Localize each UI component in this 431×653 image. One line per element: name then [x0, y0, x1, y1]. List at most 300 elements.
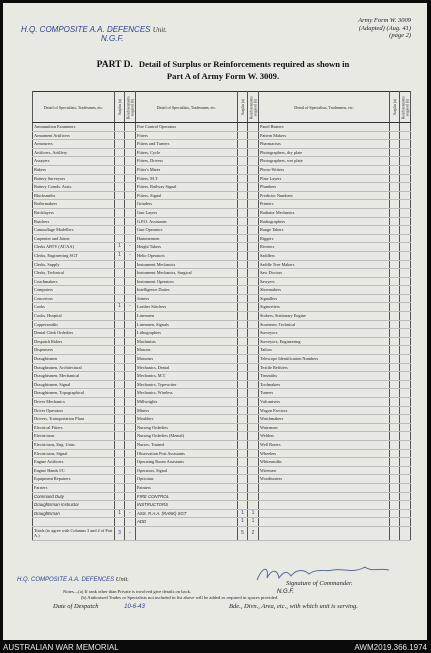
- footer-unit-handwritten: H.Q. COMPOSITE A.A. DEFENCES: [17, 577, 115, 583]
- reinforcement-cell: [125, 501, 136, 510]
- reinforcement-cell: [248, 294, 259, 303]
- surplus-cell: [115, 440, 125, 449]
- specialist-cell: Cooks: [33, 303, 115, 312]
- reinforcement-cell: [125, 123, 136, 132]
- reinforcement-cell: [400, 183, 411, 192]
- surplus-cell: [390, 483, 400, 492]
- reinforcement-cell: [125, 269, 136, 278]
- specialist-cell: Carpenter and Joiner: [33, 234, 115, 243]
- surplus-cell: [238, 294, 248, 303]
- table-row: [33, 415, 411, 424]
- surplus-cell: [115, 492, 125, 501]
- surplus-cell: 1: [115, 509, 125, 518]
- reinforcement-cell: [125, 131, 136, 140]
- table-row: [33, 492, 411, 501]
- specialist-cell: Wheelers: [259, 449, 390, 458]
- surplus-cell: [390, 303, 400, 312]
- specialist-cell: Camouflage Modellers: [33, 226, 115, 235]
- specialist-cell: Gun Layers: [136, 208, 238, 217]
- surplus-cell: [115, 294, 125, 303]
- surplus-cell: [115, 131, 125, 140]
- surplus-cell: [115, 200, 125, 209]
- reinforcement-cell: [400, 157, 411, 166]
- reinforcement-cell: [248, 277, 259, 286]
- surplus-cell: [238, 458, 248, 467]
- reinforcement-cell: [125, 208, 136, 217]
- reinforcement-cell: [400, 440, 411, 449]
- archive-caption-left: AUSTRALIAN WAR MEMORIAL: [3, 643, 119, 652]
- specialist-cell: Photographers, wet plate: [259, 157, 390, 166]
- specialist-cell: Masons: [136, 346, 238, 355]
- surplus-cell: [238, 260, 248, 269]
- reinforcement-cell: [125, 191, 136, 200]
- reinforcement-cell: [248, 466, 259, 475]
- reinforcement-cell: [248, 320, 259, 329]
- specialist-cell: Hammermen: [136, 234, 238, 243]
- reinforcement-cell: [400, 243, 411, 252]
- specialist-cell: Operators, Signal: [136, 466, 238, 475]
- specialist-cell: Instrument Mechanics: [136, 260, 238, 269]
- specialist-cell: Artificers, Artillery: [33, 148, 115, 157]
- specialist-cell: Moulders: [136, 415, 238, 424]
- reinforcement-cell: [125, 260, 136, 269]
- table-row: [33, 269, 411, 278]
- reinforcement-cell: [125, 363, 136, 372]
- surplus-cell: [238, 183, 248, 192]
- surplus-cell: [238, 406, 248, 415]
- specialist-cell: Watermen: [259, 423, 390, 432]
- reinforcement-cell: [248, 165, 259, 174]
- reinforcement-cell: [125, 312, 136, 321]
- table-row: [33, 208, 411, 217]
- reinforcement-cell: [400, 269, 411, 278]
- reinforcement-cell: [125, 329, 136, 338]
- signature-label: Signature of Commander.: [286, 580, 353, 587]
- reinforcement-cell: [400, 260, 411, 269]
- col-surplus-header: Surplus (a): [115, 92, 125, 123]
- specialist-cell: Woodturners: [259, 475, 390, 484]
- reinforcement-cell: [248, 355, 259, 364]
- specialist-cell: Command Duty: [33, 492, 115, 501]
- surplus-cell: [115, 518, 125, 527]
- form-ref-line3: (page 2): [389, 32, 411, 39]
- specialist-cell: Electrical Fitters: [33, 423, 115, 432]
- reinforcement-cell: [400, 123, 411, 132]
- table-row: [33, 286, 411, 295]
- reinforcement-cell: [125, 398, 136, 407]
- surplus-cell: [115, 174, 125, 183]
- totals-reinf-1: -: [125, 526, 136, 540]
- table-row: [33, 440, 411, 449]
- reinforcement-cell: [248, 157, 259, 166]
- specialist-cell: [259, 518, 390, 527]
- surplus-cell: [115, 380, 125, 389]
- surplus-cell: [115, 475, 125, 484]
- surplus-cell: [115, 389, 125, 398]
- reinforcement-cell: [400, 140, 411, 149]
- reinforcement-cell: [248, 329, 259, 338]
- specialist-cell: Riveters: [259, 243, 390, 252]
- specialist-cell: Coachmakers: [33, 277, 115, 286]
- specialist-cell: Boilermakers: [33, 200, 115, 209]
- surplus-cell: [238, 372, 248, 381]
- reinforcement-cell: [248, 337, 259, 346]
- specialist-cell: Fitters: [136, 131, 238, 140]
- reinforcement-cell: [248, 183, 259, 192]
- surplus-cell: [390, 123, 400, 132]
- specialist-cell: Joiners: [136, 294, 238, 303]
- reinforcement-cell: [400, 509, 411, 518]
- totals-blank: [259, 526, 390, 540]
- surplus-cell: [238, 217, 248, 226]
- specialist-cell: Engine Hands I/C: [33, 466, 115, 475]
- table-row: [33, 217, 411, 226]
- surplus-cell: [115, 140, 125, 149]
- specialist-cell: Telescope Identification Numbers: [259, 355, 390, 364]
- reinforcement-cell: [248, 243, 259, 252]
- surplus-cell: [238, 492, 248, 501]
- surplus-cell: [238, 466, 248, 475]
- table-row: [33, 165, 411, 174]
- specialist-cell: Fitters, Drivers: [136, 157, 238, 166]
- table-row: [33, 466, 411, 475]
- reinforcement-cell: [400, 208, 411, 217]
- reinforcement-cell: -: [125, 251, 136, 260]
- specialist-cell: Draughtsman Instructor: [33, 501, 115, 510]
- surplus-cell: [238, 140, 248, 149]
- specialist-cell: Assayers: [33, 157, 115, 166]
- specialist-cell: Well Borers: [259, 440, 390, 449]
- specialist-cell: Toolmakers: [259, 380, 390, 389]
- surplus-cell: [390, 355, 400, 364]
- specialist-cell: [259, 501, 390, 510]
- reinforcement-cell: [400, 398, 411, 407]
- surplus-cell: [115, 183, 125, 192]
- reinforcement-cell: [125, 389, 136, 398]
- surplus-cell: [390, 174, 400, 183]
- surplus-cell: [238, 277, 248, 286]
- surplus-cell: [115, 398, 125, 407]
- form-ref-line1: Army Form W. 3009: [358, 17, 411, 24]
- reinforcement-cell: [248, 372, 259, 381]
- specialist-cell: Armourers: [33, 140, 115, 149]
- specialist-cell: Fitter's Mates: [136, 165, 238, 174]
- surplus-cell: [115, 355, 125, 364]
- footer-unit-label: Unit.: [115, 576, 129, 583]
- table-row: [33, 251, 411, 260]
- table-row: [33, 200, 411, 209]
- surplus-cell: [390, 423, 400, 432]
- reinforcement-cell: [248, 346, 259, 355]
- specialist-cell: Nurses, Trained: [136, 440, 238, 449]
- reinforcement-cell: [400, 475, 411, 484]
- reinforcement-cell: [125, 440, 136, 449]
- table-row: [33, 509, 411, 518]
- specialist-cell: Machinists: [136, 337, 238, 346]
- surplus-cell: [115, 458, 125, 467]
- surplus-cell: [390, 269, 400, 278]
- surplus-cell: [115, 148, 125, 157]
- reinforcement-cell: -: [125, 303, 136, 312]
- surplus-cell: [390, 475, 400, 484]
- surplus-cell: [390, 131, 400, 140]
- surplus-cell: [390, 415, 400, 424]
- specialist-cell: Shoemakers: [259, 286, 390, 295]
- specialist-cell: Blacksmiths: [33, 191, 115, 200]
- surplus-cell: [115, 234, 125, 243]
- footer-unit: [17, 576, 129, 583]
- table-header: [33, 92, 411, 123]
- reinforcement-cell: [400, 165, 411, 174]
- reinforcement-cell: [400, 277, 411, 286]
- surplus-cell: [238, 303, 248, 312]
- reinforcement-cell: [125, 140, 136, 149]
- specialist-cell: Welders: [259, 432, 390, 441]
- col-reinf-header: Reinforcements required (b): [400, 92, 411, 123]
- specialist-cell: Surveyors: [259, 329, 390, 338]
- surplus-cell: [115, 217, 125, 226]
- reinforcement-cell: [400, 234, 411, 243]
- table-row: [33, 483, 411, 492]
- surplus-cell: [238, 329, 248, 338]
- form-reference: [358, 17, 411, 40]
- surplus-cell: [390, 389, 400, 398]
- reinforcement-cell: [248, 200, 259, 209]
- totals-reinf-2: 2: [248, 526, 259, 540]
- table-row: [33, 243, 411, 252]
- surplus-cell: [390, 518, 400, 527]
- specialist-cell: Sawyers: [259, 277, 390, 286]
- specialist-cell: Electricians, Eng. Units: [33, 440, 115, 449]
- table-row: [33, 277, 411, 286]
- specialist-cell: Draughtsmen, Signal: [33, 380, 115, 389]
- table-row: [33, 432, 411, 441]
- specialist-cell: Electricians, Signal: [33, 449, 115, 458]
- specialist-cell: Bakers: [33, 165, 115, 174]
- specialist-cell: Clerks, Technical: [33, 269, 115, 278]
- reinforcement-cell: [125, 492, 136, 501]
- surplus-cell: [390, 277, 400, 286]
- specialist-cell: Vulcanisers: [259, 398, 390, 407]
- surplus-cell: [115, 277, 125, 286]
- reinforcement-cell: [125, 406, 136, 415]
- specialist-cell: Photo-Writers: [259, 165, 390, 174]
- reinforcement-cell: [400, 501, 411, 510]
- note-a: Notes—(a) If rank other than Private is involved give details on back.: [63, 589, 192, 594]
- surplus-cell: [115, 329, 125, 338]
- specialist-cell: Electricians: [33, 432, 115, 441]
- specialist-cell: Observation Post Assistants: [136, 449, 238, 458]
- table-row: [33, 131, 411, 140]
- notes: [63, 589, 278, 601]
- despatch-field: [53, 603, 145, 610]
- specialist-cell: Saw Doctors: [259, 269, 390, 278]
- surplus-cell: [390, 140, 400, 149]
- reinforcement-cell: [248, 483, 259, 492]
- table-row: [33, 329, 411, 338]
- specialist-cell: Plate Layers: [259, 174, 390, 183]
- specialist-cell: ADD: [136, 518, 238, 527]
- specialist-cell: ASS. R.A.A. (RANK) SGT: [136, 509, 238, 518]
- surplus-cell: [390, 208, 400, 217]
- reinforcement-cell: [400, 389, 411, 398]
- surplus-cell: [390, 260, 400, 269]
- specialist-cell: Whitesmiths: [259, 458, 390, 467]
- reinforcement-cell: 1: [248, 518, 259, 527]
- specialist-cell: Driver Operators: [33, 406, 115, 415]
- surplus-cell: [390, 329, 400, 338]
- col-reinf-header: Reinforcements required (b): [248, 92, 259, 123]
- reinforcement-cell: [125, 466, 136, 475]
- surplus-cell: [238, 355, 248, 364]
- surplus-cell: [238, 208, 248, 217]
- specialist-cell: Mechanics, M.T.: [136, 372, 238, 381]
- surplus-cell: [238, 320, 248, 329]
- surplus-cell: [238, 131, 248, 140]
- specialist-cell: Range Takers: [259, 226, 390, 235]
- surplus-cell: 1: [238, 518, 248, 527]
- reinforcement-cell: [125, 458, 136, 467]
- reinforcement-cell: [400, 449, 411, 458]
- reinforcement-cell: [400, 372, 411, 381]
- reinforcement-cell: [400, 423, 411, 432]
- surplus-cell: [115, 415, 125, 424]
- col-reinf-header: Reinforcements required (b): [125, 92, 136, 123]
- surplus-cell: [390, 406, 400, 415]
- surplus-cell: [390, 320, 400, 329]
- surplus-cell: [390, 440, 400, 449]
- specialist-cell: Ammunition Examiners: [33, 123, 115, 132]
- reinforcement-cell: [125, 380, 136, 389]
- table-row: [33, 346, 411, 355]
- surplus-cell: [115, 501, 125, 510]
- specialist-cell: Wiremen: [259, 466, 390, 475]
- table-row: [33, 226, 411, 235]
- surplus-cell: [238, 346, 248, 355]
- surplus-cell: [238, 251, 248, 260]
- reinforcement-cell: [248, 415, 259, 424]
- reinforcement-cell: [400, 518, 411, 527]
- reinforcement-cell: [248, 389, 259, 398]
- surplus-cell: [115, 208, 125, 217]
- surplus-cell: [390, 312, 400, 321]
- reinforcement-cell: [400, 483, 411, 492]
- reinforcement-cell: [400, 131, 411, 140]
- reinforcement-cell: [248, 191, 259, 200]
- specialist-cell: Nursing Orderlies (Mental): [136, 432, 238, 441]
- surplus-cell: [390, 294, 400, 303]
- surplus-cell: [390, 363, 400, 372]
- reinforcement-cell: -: [125, 243, 136, 252]
- specialist-cell: Watchmakers: [259, 415, 390, 424]
- specialist-cell: Fitters, Cycle: [136, 148, 238, 157]
- specialists-table: [32, 91, 411, 541]
- unit-field: [21, 25, 167, 43]
- unit-handwritten: H.Q. COMPOSITE A.A. DEFENCES: [21, 25, 151, 34]
- table-row: [33, 389, 411, 398]
- reinforcement-cell: [125, 518, 136, 527]
- specialist-cell: Masseurs: [136, 355, 238, 364]
- surplus-cell: [238, 165, 248, 174]
- table-row: [33, 518, 411, 527]
- reinforcement-cell: [400, 286, 411, 295]
- reinforcement-cell: [248, 260, 259, 269]
- reinforcement-cell: [248, 312, 259, 321]
- surplus-cell: [238, 312, 248, 321]
- table-row: [33, 449, 411, 458]
- specialist-cell: Mechanics, Wireless: [136, 389, 238, 398]
- reinforcement-cell: [248, 269, 259, 278]
- surplus-cell: [238, 363, 248, 372]
- specialist-cell: FIRE CONTROL: [136, 492, 238, 501]
- reinforcement-cell: [400, 174, 411, 183]
- surplus-cell: [238, 415, 248, 424]
- reinforcement-cell: [400, 363, 411, 372]
- surplus-cell: [115, 286, 125, 295]
- reinforcement-cell: [248, 148, 259, 157]
- despatch-label: Date of Despatch: [53, 603, 99, 610]
- surplus-cell: [115, 337, 125, 346]
- reinforcement-cell: [248, 140, 259, 149]
- reinforcement-cell: [125, 217, 136, 226]
- reinforcement-cell: [125, 432, 136, 441]
- specialist-cell: Clerks, Supply: [33, 260, 115, 269]
- reinforcement-cell: [400, 329, 411, 338]
- specialist-cell: Fitters, Railway Signal: [136, 183, 238, 192]
- surplus-cell: [115, 260, 125, 269]
- reinforcement-cell: [400, 432, 411, 441]
- reinforcement-cell: [400, 303, 411, 312]
- specialist-cell: Battery Comds. Assts.: [33, 183, 115, 192]
- surplus-cell: [115, 466, 125, 475]
- table-row: [33, 312, 411, 321]
- specialist-cell: Radiator Mechanics: [259, 208, 390, 217]
- reinforcement-cell: [125, 475, 136, 484]
- note-b: (b) Authorised Trades or Specialists not included in list above will be added as required in spaces provided.: [81, 595, 279, 600]
- table-row: [33, 423, 411, 432]
- specialist-cell: Linesmen, Signals: [136, 320, 238, 329]
- reinforcement-cell: [400, 217, 411, 226]
- surplus-cell: [115, 312, 125, 321]
- specialist-cell: Photographers, dry plate: [259, 148, 390, 157]
- specialist-cell: Signallers: [259, 294, 390, 303]
- despatch-date: 10-6-43: [124, 604, 145, 610]
- specialist-cell: Farriers: [33, 483, 115, 492]
- specialist-cell: Textile Refitters: [259, 363, 390, 372]
- reinforcement-cell: [248, 286, 259, 295]
- specialist-cell: Clerks ARTY (AT/AA): [33, 243, 115, 252]
- reinforcement-cell: [125, 174, 136, 183]
- surplus-cell: [238, 475, 248, 484]
- reinforcement-cell: [400, 415, 411, 424]
- surplus-cell: [115, 423, 125, 432]
- reinforcement-cell: [248, 363, 259, 372]
- surplus-cell: [390, 200, 400, 209]
- specialist-cell: Driver Mechanics: [33, 398, 115, 407]
- specialist-cell: Draughtsmen, Mechanical: [33, 372, 115, 381]
- reinforcement-cell: [125, 183, 136, 192]
- reinforcement-cell: [125, 372, 136, 381]
- reinforcement-cell: [400, 337, 411, 346]
- reinforcement-cell: [125, 294, 136, 303]
- reinforcement-cell: [400, 312, 411, 321]
- surplus-cell: [390, 509, 400, 518]
- specialist-cell: Panel Beaters: [259, 123, 390, 132]
- specialist-cell: Bricklayers: [33, 208, 115, 217]
- reinforcement-cell: [400, 148, 411, 157]
- reinforcement-cell: [400, 191, 411, 200]
- surplus-cell: [238, 483, 248, 492]
